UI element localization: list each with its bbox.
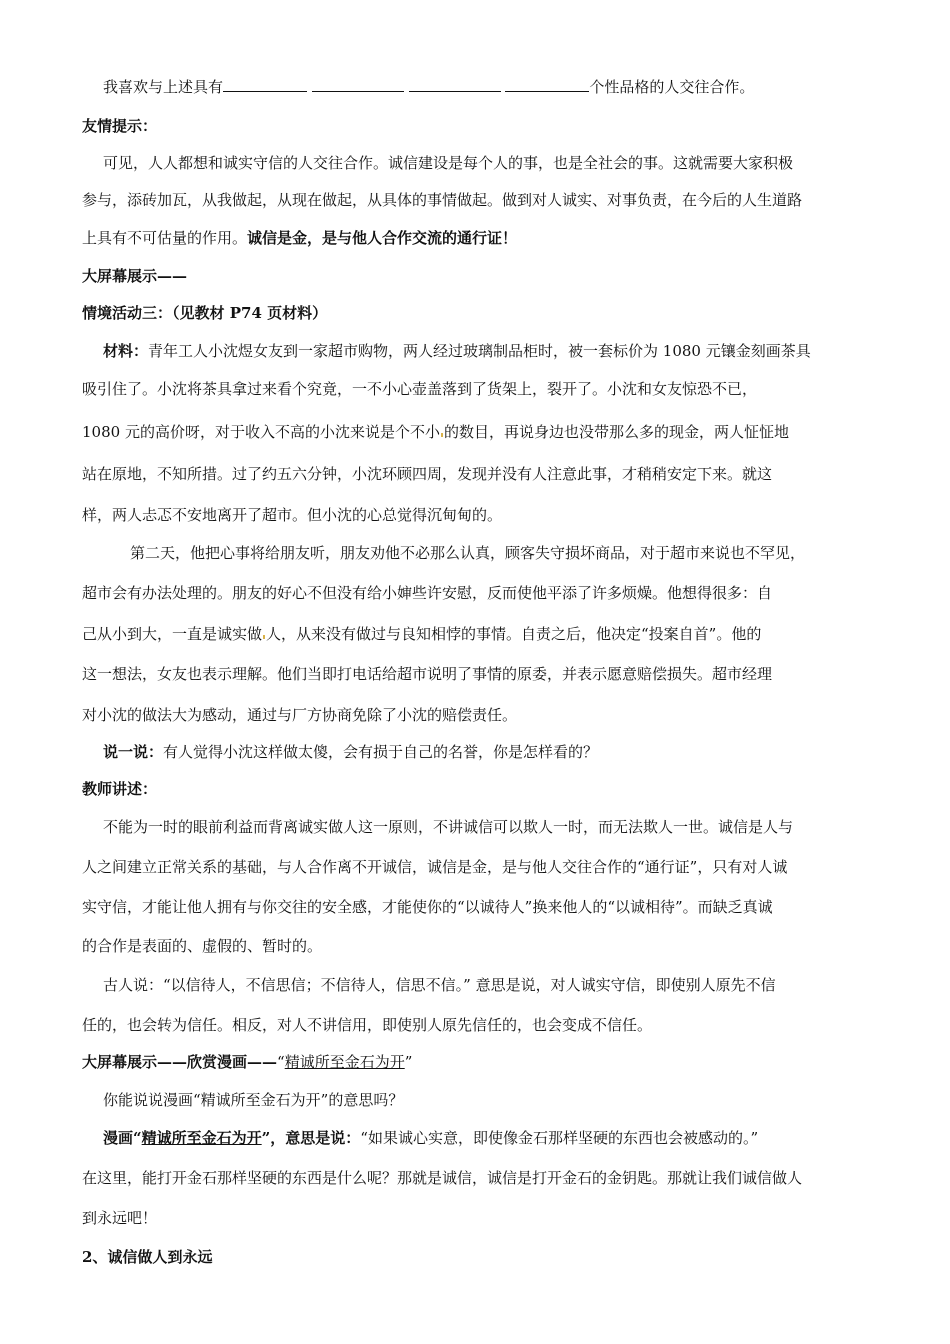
quote-open: “ — [277, 1053, 285, 1071]
teacher-paragraph-line: 不能为一时的眼前利益而背离诚实做人这一原则，不讲诚信可以欺人一时，而无法欺人一世。诚信是人与 — [103, 818, 794, 836]
material-text: 己从小到大，一直是诚实做 — [82, 625, 263, 643]
fill-blank-3[interactable] — [409, 77, 501, 92]
material-line: 第二天，他把心事将给朋友听，朋友劝他不必那么认真，顾客失守损坏商品，对于超市来说也不罕见， — [130, 544, 806, 562]
material-text: 青年工人小沈煜女友到一家超市购物，两人经过玻璃制品柜时，被一套标价为 1080 元镶金刻画茶具 — [148, 342, 811, 360]
fill-blank-1[interactable] — [223, 77, 307, 92]
discussion-text: 有人觉得小沈这样做太傻，会有损于自己的名誉，你是怎样看的？ — [163, 743, 599, 761]
comic-explanation-text: “如果诚心实意，即使像金石那样坚硬的东西也会被感动的。” — [360, 1129, 759, 1147]
teacher-heading: 教师讲述： — [82, 780, 158, 798]
material-line: 吸引住了。小沈将茶具拿过来看个究竟，一不小心壶盖落到了货架上，裂开了。小沈和女友惊恐不已， — [82, 380, 758, 398]
tip-heading: 友情提示： — [82, 117, 158, 135]
comic-title-link[interactable]: 精诚所至金石为开 — [284, 1053, 405, 1071]
material-line: 这一想法，女友也表示理解。他们当即打电话给超市说明了事情的原委，并表示愿意赔偿损失。超市经理 — [82, 665, 773, 683]
screen-heading: 大屏幕展示—— — [82, 267, 188, 285]
discussion-label: 说一说： — [103, 743, 164, 761]
comic-heading — [82, 1052, 882, 1072]
tip-plain-text: 上具有不可估量的作用。 — [82, 229, 248, 247]
comic-explanation-line: 到永远吧！ — [82, 1209, 158, 1227]
intro-text-end: 个性品格的人交往合作。 — [589, 78, 755, 96]
material-line — [82, 422, 882, 442]
intro-text-start: 我喜欢与上述具有 — [103, 78, 224, 96]
comic-label: 漫画“ — [103, 1129, 142, 1147]
tip-bold-text: 诚信是金，是与他人合作交流的通行证！ — [247, 229, 518, 247]
teacher-paragraph-line: 人之间建立正常关系的基础，与人合作离不开诚信，诚信是金，是与他人交往合作的“通行证”，只有对人诚 — [82, 858, 788, 876]
material-text: 1080 元的高价呀，对于收入不高的小沈来说是个不小 — [82, 423, 440, 441]
edit-mark — [263, 635, 265, 639]
teacher-paragraph-line: 任的，也会转为信任。相反，对人不讲信用，即使别人原先信任的，也会变成不信任。 — [82, 1016, 653, 1034]
intro-line — [103, 77, 903, 97]
tip-paragraph-line — [82, 228, 882, 248]
teacher-paragraph-line: 实守信，才能让他人拥有与你交往的安全感，才能使你的“以诚待人”换来他人的“以诚相待”。而缺乏真诚 — [82, 898, 773, 916]
tip-paragraph-line: 可见，人人都想和诚实守信的人交往合作。诚信建设是每个人的事，也是全社会的事。这就需要大家积极 — [103, 154, 794, 172]
tip-paragraph-line: 参与，添砖加瓦，从我做起，从现在做起，从具体的事情做起。做到对人诚实、对事负责，在今后的人生道路 — [82, 191, 803, 209]
material-line: 站在原地，不知所措。过了约五六分钟，小沈环顾四周，发现并没有人注意此事，才稍稍安定下来。就这 — [82, 465, 773, 483]
teacher-paragraph-line: 古人说：“以信待人，不信思信；不信待人，信思不信。” 意思是说，对人诚实守信，即使别人原先不信 — [103, 976, 776, 994]
activity-heading: 情境活动三：（见教材 P74 页材料） — [82, 304, 328, 322]
comic-heading-bold: 大屏幕展示——欣赏漫画—— — [82, 1053, 278, 1071]
material-line: 对小沈的做法大为感动，通过与厂方协商免除了小沈的赔偿责任。 — [82, 706, 518, 724]
material-line: 样，两人忐忑不安地离开了超市。但小沈的心总觉得沉甸甸的。 — [82, 506, 503, 524]
comic-question: 你能说说漫画“精诚所至金石为开”的意思吗？ — [103, 1091, 404, 1109]
fill-blank-2[interactable] — [312, 77, 404, 92]
section-heading: 2、诚信做人到永远 — [82, 1248, 213, 1266]
comic-explanation-line — [103, 1128, 903, 1148]
material-label: 材料： — [103, 342, 149, 360]
comic-label: ”，意思是说： — [261, 1129, 361, 1147]
discussion-line — [103, 742, 903, 762]
edit-mark — [441, 433, 443, 437]
material-line — [103, 341, 903, 361]
material-text: 的数目，再说身边也没带那么多的现金，两人怔怔地 — [443, 423, 789, 441]
comic-label-title: 精诚所至金石为开 — [141, 1129, 262, 1147]
material-line — [82, 624, 882, 644]
comic-explanation-line: 在这里，能打开金石那样坚硬的东西是什么呢？那就是诚信，诚信是打开金石的金钥匙。那就让我们诚信做人 — [82, 1169, 803, 1187]
material-line: 超市会有办法处理的。朋友的好心不但没有给小婶些许安慰，反而使他平添了许多烦燥。他想得很多：自 — [82, 584, 773, 602]
fill-blank-4[interactable] — [505, 77, 589, 92]
quote-close: ” — [404, 1053, 413, 1071]
material-text: 人，从来没有做过与良知相悖的事情。自责之后，他决定“投案自首”。他的 — [266, 625, 762, 643]
teacher-paragraph-line: 的合作是表面的、虚假的、暂时的。 — [82, 937, 323, 955]
